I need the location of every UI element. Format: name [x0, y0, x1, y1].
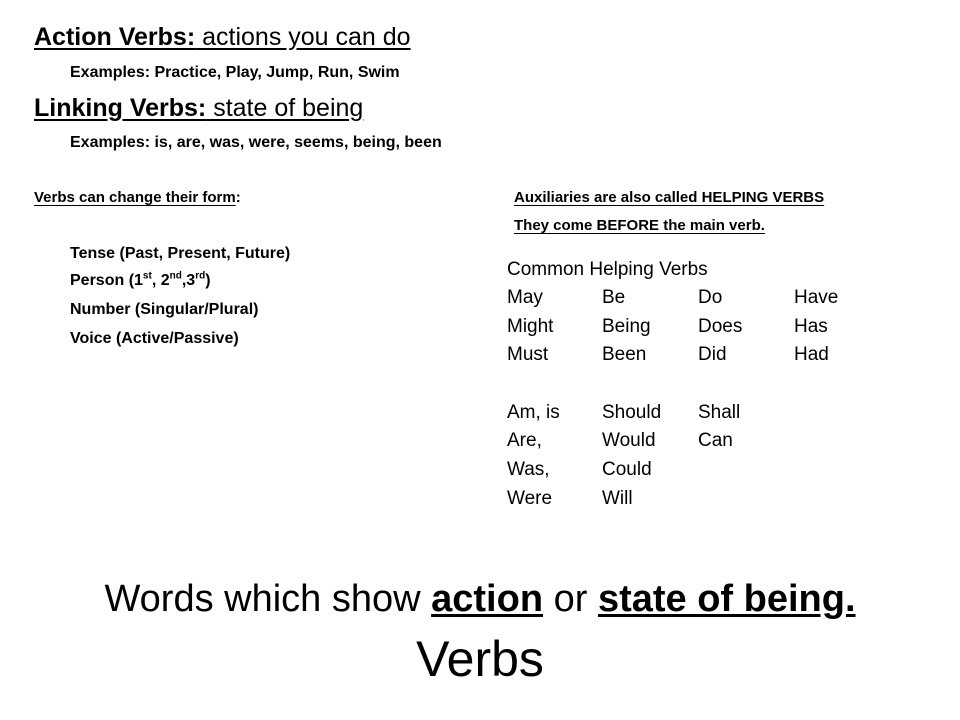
table-row — [507, 399, 874, 428]
table-row — [507, 313, 874, 342]
action-verbs-definition: actions you can do — [195, 23, 411, 51]
verb-form-person — [70, 272, 211, 290]
person-sup-3: rd — [195, 270, 206, 282]
verb-forms-heading-text: Verbs can change their form — [34, 189, 236, 206]
helping-verb-cell: Can — [698, 430, 733, 452]
helping-verb-cell: Been — [602, 344, 647, 366]
verb-form-voice: Voice (Active/Passive) — [70, 330, 239, 347]
person-mid-1: , 2 — [151, 272, 170, 289]
table-row — [507, 485, 874, 514]
helping-verb-cell: Being — [602, 315, 651, 337]
table-row — [507, 284, 874, 313]
person-prefix: Person (1 — [70, 272, 143, 289]
linking-verbs-label: Linking Verbs: — [34, 94, 207, 122]
linking-verbs-heading — [34, 94, 363, 123]
helping-verb-cell: Was, — [507, 459, 550, 481]
helping-verb-cell: Be — [602, 287, 626, 308]
helping-verb-cell: Do — [698, 287, 723, 308]
helping-verb-cell: Does — [698, 315, 743, 337]
helping-verb-cell: Might — [507, 315, 554, 337]
helping-verb-cell: Were — [507, 487, 553, 509]
helping-verb-cell: May — [507, 287, 543, 308]
subtitle-action: action — [431, 578, 544, 620]
action-verbs-heading — [34, 23, 411, 52]
person-mid-2: ,3 — [181, 272, 196, 289]
helping-verb-cell: Am, is — [507, 401, 560, 423]
subtitle-prefix: Words which show — [104, 578, 432, 620]
helping-verb-cell: Did — [698, 344, 727, 366]
helping-verb-cell: Will — [602, 487, 633, 509]
linking-verbs-definition: state of being — [206, 94, 364, 122]
slide-title: Verbs — [416, 631, 544, 687]
helping-verb-cell: Have — [794, 287, 839, 308]
auxiliaries-line-2: They come BEFORE the main verb. — [514, 217, 765, 234]
helping-verb-cell: Should — [602, 401, 662, 423]
table-row — [507, 341, 874, 370]
action-verbs-examples: Examples: Practice, Play, Jump, Run, Swim — [70, 64, 400, 81]
helping-verb-cell: Had — [794, 344, 829, 366]
helping-verb-cell: Are, — [507, 430, 542, 452]
auxiliaries-line-1: Auxiliaries are also called HELPING VERBS — [514, 189, 825, 206]
verb-form-number: Number (Singular/Plural) — [70, 301, 259, 318]
helping-verb-cell: Could — [602, 459, 652, 481]
linking-verbs-examples: Examples: is, are, was, were, seems, being, been — [70, 134, 442, 151]
table-row — [507, 456, 874, 485]
action-verbs-label: Action Verbs: — [34, 23, 196, 51]
table-row — [507, 427, 874, 456]
person-suffix: ) — [205, 272, 211, 289]
person-sup-2: nd — [169, 270, 182, 282]
verb-forms-colon: : — [235, 189, 241, 206]
helping-verb-cell: Has — [794, 315, 828, 337]
helping-verb-cell: Shall — [698, 401, 741, 423]
verb-forms-heading — [34, 189, 241, 206]
verb-form-tense: Tense (Past, Present, Future) — [70, 245, 291, 262]
helping-verb-cell: Must — [507, 344, 549, 366]
helping-verbs-title: Common Helping Verbs — [507, 259, 708, 280]
table-spacer — [507, 370, 874, 399]
slide-subtitle — [0, 578, 960, 621]
person-sup-1: st — [142, 270, 152, 282]
subtitle-middle: or — [543, 578, 598, 620]
helping-verbs-table — [507, 256, 874, 514]
subtitle-state-of-being: state of being. — [597, 578, 856, 620]
helping-verb-cell: Would — [602, 430, 656, 452]
